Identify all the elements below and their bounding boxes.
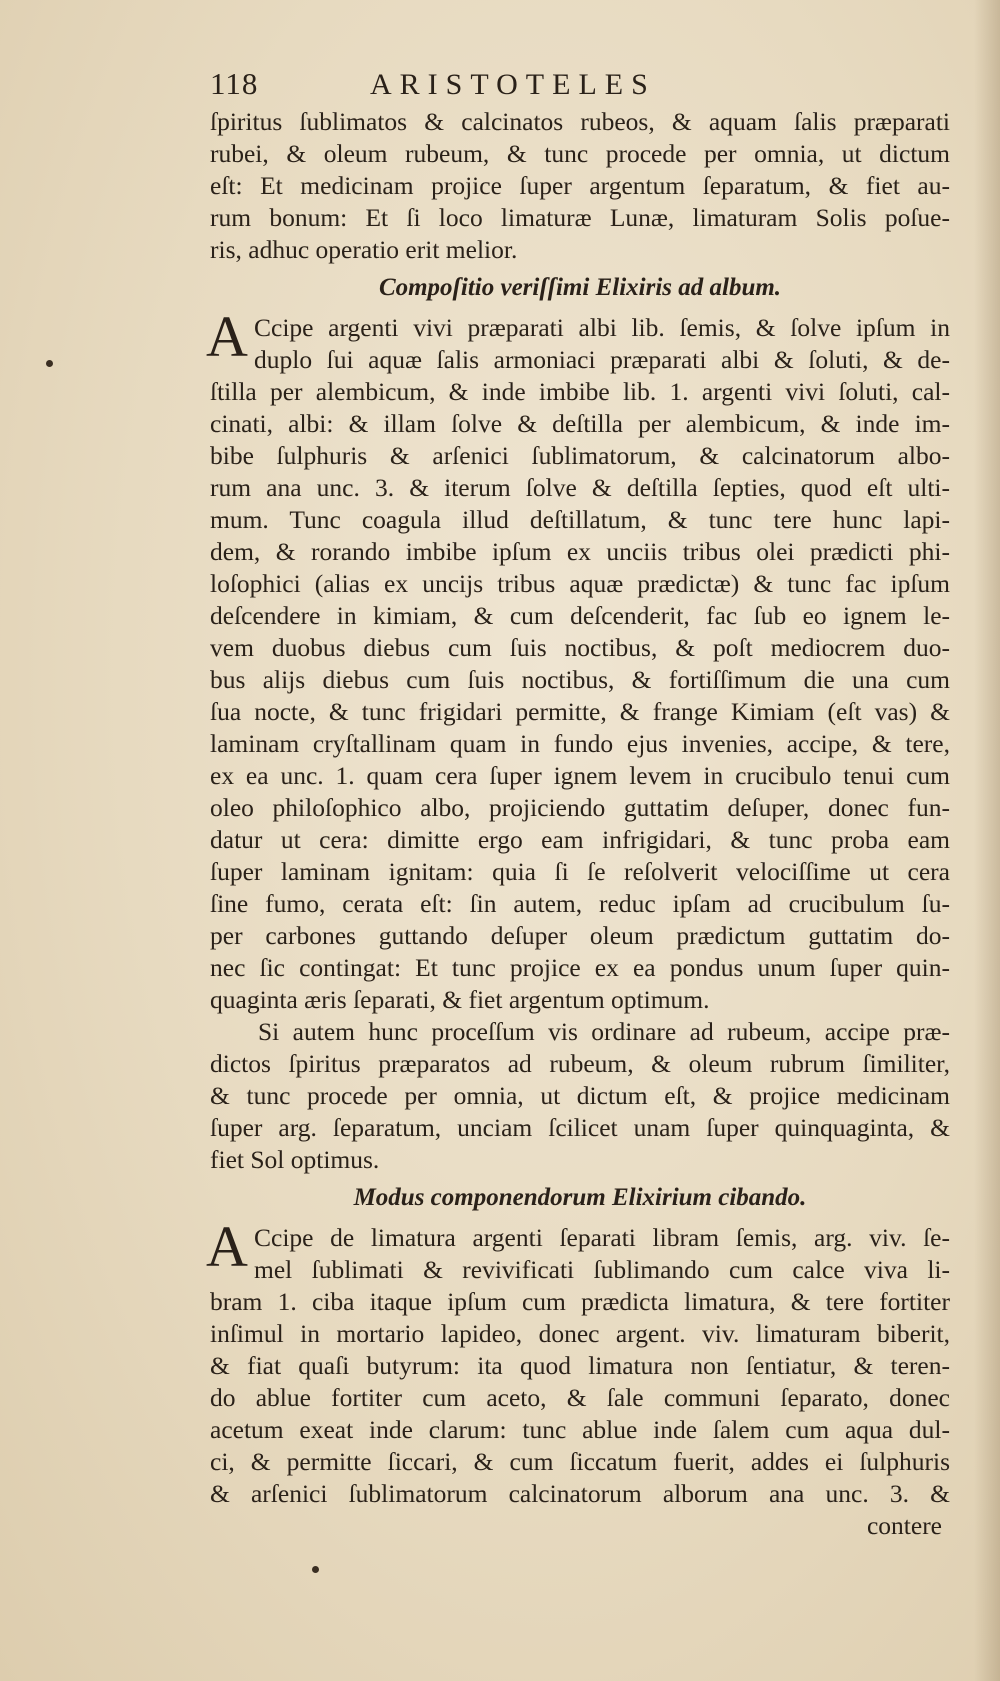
running-title: ARISTOTELES <box>370 68 656 101</box>
text-line: bus alijs diebus cum ſuis noctibus, & fortiſſimum die una cum <box>210 665 950 694</box>
text-line: acetum exeat inde clarum: tunc ablue inde ſalem cum aqua dul- <box>210 1415 950 1444</box>
text-line: rum bonum: Et ſi loco limaturæ Lunæ, limaturam Solis poſue- <box>210 203 950 232</box>
text-line: ris, adhuc operatio erit melior. <box>210 235 518 264</box>
text-line: bram 1. ciba itaque ipſum cum prædicta limatura, & tere fortiter <box>210 1287 950 1316</box>
ink-spot <box>312 1566 319 1573</box>
text-line: datur ut cera: dimitte ergo eam infrigidari, & tunc proba eam <box>210 825 950 854</box>
section-heading-1: Compoſitio veriſſimi Elixiris ad album. <box>378 274 782 301</box>
text-line: ſuper laminam ignitam: quia ſi ſe reſolverit velociſſime ut cera <box>210 857 950 886</box>
text-line: mum. Tunc coagula illud deſtillatum, & tunc tere hunc lapi- <box>210 505 950 534</box>
section-2-paragraph <box>206 1214 950 1510</box>
text-line: ſuper arg. ſeparatum, unciam ſcilicet unam ſuper quinquaginta, & <box>210 1113 950 1142</box>
text-line: ſua nocte, & tunc frigidari permitte, & frange Kimiam (eſt vas) & <box>210 697 950 726</box>
text-line: duplo ſui aquæ ſalis armoniaci præparati albi & ſoluti, & de- <box>254 345 950 374</box>
text-line: eſt: Et medicinam projice ſuper argentum ſeparatum, & fiet au- <box>210 171 950 200</box>
page-edge-shadow <box>974 0 1000 1681</box>
continued-paragraph <box>210 106 950 266</box>
text-line: vem duobus diebus cum ſuis noctibus, & poſt mediocrem duo- <box>210 633 950 662</box>
page-number: 118 <box>210 66 259 101</box>
text-line: mel ſublimati & revivificati ſublimando cum calce viva li- <box>254 1255 950 1284</box>
ink-spot <box>46 360 53 367</box>
section-heading-2: Modus componendorum Elixirium cibando. <box>353 1184 807 1211</box>
text-line: do ablue fortiter cum aceto, & ſale communi ſeparato, donec <box>210 1383 950 1412</box>
drop-cap: A <box>206 1214 248 1279</box>
text-line: & fiat quaſi butyrum: ita quod limatura non ſentiatur, & teren- <box>210 1351 950 1380</box>
section-1-second-paragraph <box>210 1016 950 1176</box>
text-line: nec ſic contingat: Et tunc projice ex ea pondus unum ſuper quin- <box>210 953 950 982</box>
text-line: Si autem hunc proceſſum vis ordinare ad rubeum, accipe præ- <box>258 1017 950 1046</box>
text-line: ſpiritus ſublimatos & calcinatos rubeos, & aquam ſalis præparati <box>210 107 950 136</box>
text-line: ſine fumo, cerata eſt: ſin autem, reduc ipſam ad crucibulum ſu- <box>210 889 950 918</box>
drop-cap: A <box>206 304 248 369</box>
text-line: rubei, & oleum rubeum, & tunc procede per omnia, ut dictum <box>210 139 950 168</box>
catchword: contere <box>866 1511 942 1540</box>
text-line: ſtilla per alembicum, & inde imbibe lib. 1. argenti vivi ſoluti, cal- <box>210 377 950 406</box>
text-line: ci, & permitte ſiccari, & cum ſiccatum fuerit, addes ei ſulphuris <box>210 1447 950 1476</box>
text-line: quaginta æris ſeparati, & fiet argentum optimum. <box>210 985 710 1014</box>
text-line: Ccipe argenti vivi præparati albi lib. ſemis, & ſolve ipſum in <box>254 313 950 342</box>
text-line: dem, & rorando imbibe ipſum ex unciis tribus olei prædicti phi- <box>210 537 950 566</box>
text-line: loſophici (alias ex uncijs tribus aquæ prædictæ) & tunc fac ipſum <box>210 569 950 598</box>
text-line: & tunc procede per omnia, ut dictum eſt, & projice medicinam <box>210 1081 950 1110</box>
text-line: laminam cryſtallinam quam in fundo ejus invenies, accipe, & tere, <box>210 729 950 758</box>
text-line: dictos ſpiritus præparatos ad rubeum, & oleum rubrum ſimiliter, <box>210 1049 950 1078</box>
text-line: rum ana unc. 3. & iterum ſolve & deſtilla ſepties, quod eſt ulti- <box>210 473 950 502</box>
text-line: ex ea unc. 1. quam cera ſuper ignem levem in crucibulo tenui cum <box>210 761 950 790</box>
text-line: per carbones guttando deſuper oleum prædictum guttatim do- <box>210 921 950 950</box>
section-1-paragraph <box>206 304 950 1016</box>
text-block <box>206 66 950 1542</box>
text-line: fiet Sol optimus. <box>210 1145 380 1174</box>
text-line: oleo philoſophico albo, projiciendo guttatim deſuper, donec fun- <box>210 793 950 822</box>
text-line: cinati, albi: & illam ſolve & deſtilla per alembicum, & inde im- <box>210 409 950 438</box>
page-header <box>210 66 950 106</box>
text-line: bibe ſulphuris & arſenici ſublimatorum, & calcinatorum albo- <box>210 441 950 470</box>
text-line: inſimul in mortario lapideo, donec argent. viv. limaturam biberit, <box>210 1319 950 1348</box>
text-line: deſcendere in kimiam, & cum deſcenderit, fac ſub eo ignem le- <box>210 601 950 630</box>
text-line: & arſenici ſublimatorum calcinatorum alborum ana unc. 3. & <box>210 1479 950 1508</box>
text-line: Ccipe de limatura argenti ſeparati libram ſemis, arg. viv. ſe- <box>254 1223 950 1252</box>
